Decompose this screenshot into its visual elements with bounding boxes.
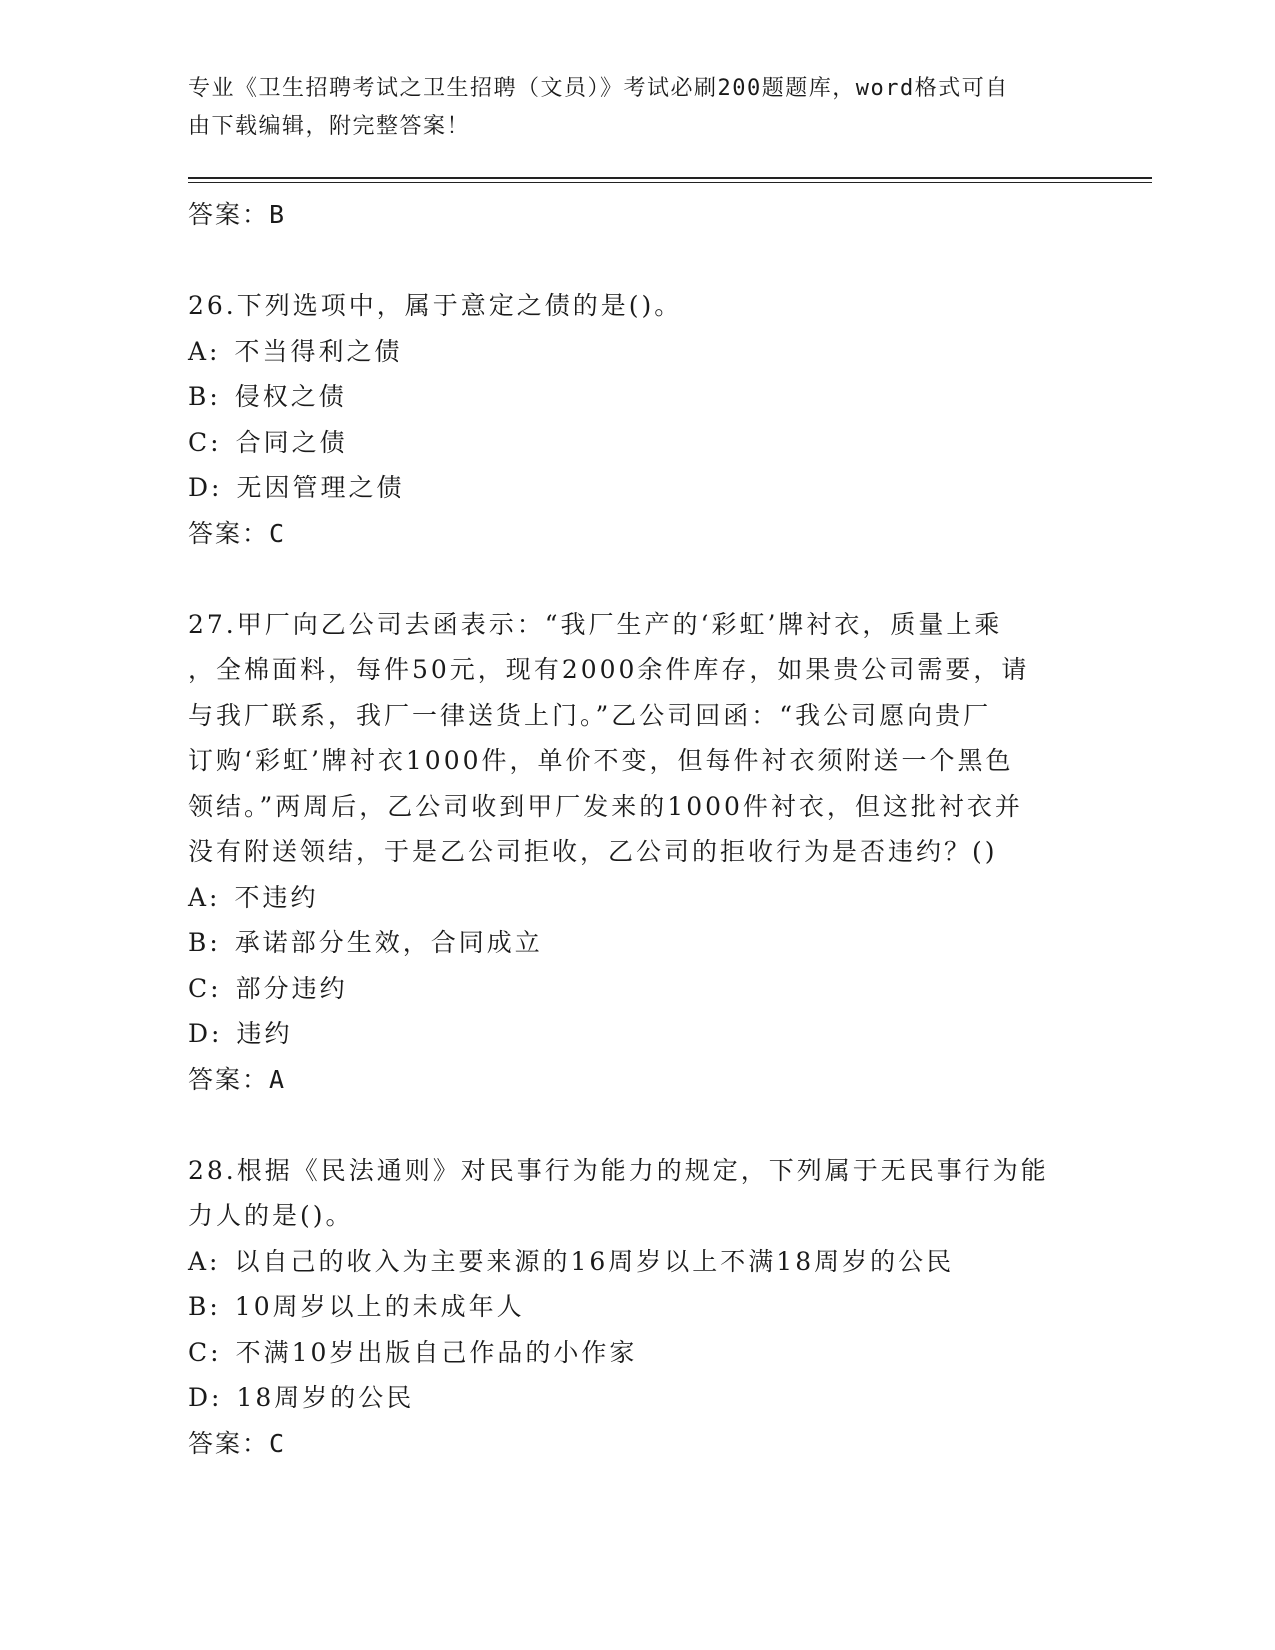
option-a (188, 1239, 1078, 1285)
header-rule-thin (188, 182, 1152, 183)
spacer (188, 238, 1078, 284)
spacer (188, 1102, 1078, 1148)
header-line-2: 由下载编辑，附完整答案！ (188, 114, 471, 139)
question-list (188, 192, 1078, 1466)
option-text: 18周岁的公民 (236, 1383, 415, 1412)
question-text: 领结。”两周后，乙公司收到甲厂发来的1000件衬衣，但这批衬衣并 (188, 791, 1023, 821)
option-text: 合同之债 (235, 427, 348, 457)
option-label: B: (188, 1292, 221, 1321)
page-header (188, 70, 1068, 146)
option-label: C: (188, 973, 222, 1003)
question-text: 订购‘彩虹’牌衬衣1000件，单价不变，但每件衬衣须附送一个黑色 (188, 746, 1014, 775)
question-28 (188, 1148, 1078, 1467)
option-text: 侵权之债 (234, 382, 347, 411)
option-label: D: (188, 1383, 223, 1412)
question-text: 27.甲厂向乙公司去函表示：“我厂生产的‘彩虹’牌衬衣，质量上乘 (188, 609, 1003, 639)
option-c (188, 1330, 1078, 1376)
answer: 答案：C (188, 518, 287, 548)
question-text: 28.根据《民法通则》对民事行为能力的规定，下列属于无民事行为能 (188, 1155, 1049, 1185)
option-text: 违约 (236, 1019, 293, 1048)
option-label: B: (188, 382, 221, 411)
option-label: A: (188, 336, 221, 366)
option-a (188, 329, 1078, 375)
option-b (188, 374, 1078, 420)
option-text: 10周岁以上的未成年人 (234, 1292, 525, 1321)
option-a (188, 875, 1078, 921)
option-label: A: (188, 1246, 221, 1276)
option-text: 不违约 (234, 882, 319, 912)
question-text: 力人的是()。 (188, 1201, 354, 1230)
answer: 答案：C (188, 1428, 287, 1458)
option-d (188, 465, 1078, 511)
option-label: D: (188, 1019, 223, 1048)
question-text: ，全棉面料，每件50元，现有2000余件库存，如果贵公司需要，请 (188, 655, 1030, 684)
option-d (188, 1011, 1078, 1057)
option-text: 部分违约 (235, 973, 348, 1003)
option-c (188, 966, 1078, 1012)
question-26 (188, 283, 1078, 556)
question-text: 与我厂联系，我厂一律送货上门。”乙公司回函：“我公司愿向贵厂 (188, 700, 992, 730)
previous-answer: 答案：B (188, 200, 287, 229)
option-label: C: (188, 1337, 222, 1367)
option-b (188, 1284, 1078, 1330)
question-27 (188, 602, 1078, 1103)
option-d (188, 1375, 1078, 1421)
header-rule-thick (188, 177, 1152, 179)
question-text: 没有附送领结，于是乙公司拒收，乙公司的拒收行为是否违约？() (188, 837, 998, 866)
answer: 答案：A (188, 1064, 287, 1094)
header-line-1: 专业《卫生招聘考试之卫生招聘（文员）》考试必刷200题题库，word格式可自 (188, 76, 1009, 101)
option-label: C: (188, 427, 222, 457)
option-text: 不满10岁出版自己作品的小作家 (235, 1337, 638, 1367)
question-text: 26.下列选项中，属于意定之债的是()。 (188, 291, 683, 320)
option-text: 不当得利之债 (234, 336, 403, 366)
option-label: A: (188, 882, 221, 912)
option-c (188, 420, 1078, 466)
option-b (188, 920, 1078, 966)
option-label: D: (188, 473, 223, 502)
spacer (188, 556, 1078, 602)
option-text: 无因管理之债 (236, 473, 405, 502)
option-text: 以自己的收入为主要来源的16周岁以上不满18周岁的公民 (234, 1246, 955, 1276)
option-text: 承诺部分生效，合同成立 (234, 928, 543, 957)
option-label: B: (188, 928, 221, 957)
